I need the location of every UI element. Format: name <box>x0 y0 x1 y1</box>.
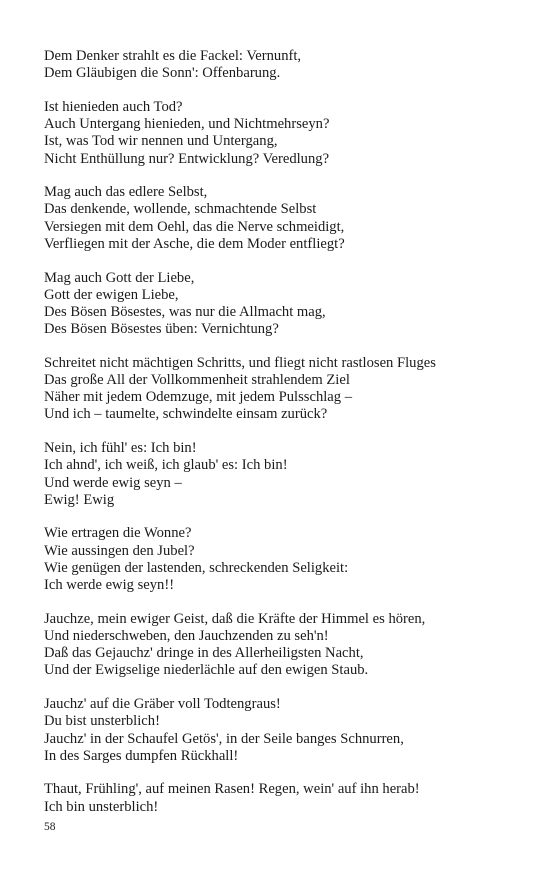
stanza-6 <box>44 440 524 509</box>
poem-line: Schreitet nicht mächtigen Schritts, und fliegt nicht rastlosen Fluges <box>44 354 436 371</box>
poem-line: Dem Gläubigen die Sonn': Offenbarung. <box>44 65 281 82</box>
poem-line: Und niederschweben, den Jauchzenden zu seh'n! <box>44 627 329 644</box>
stanza-4 <box>44 270 524 339</box>
poem-line: Versiegen mit dem Oehl, das die Nerve schmeidigt, <box>44 218 345 235</box>
poem-line: Des Bösen Bösestes üben: Vernichtung? <box>44 321 279 338</box>
poem-line: Wie aussingen den Jubel? <box>44 542 195 559</box>
poem-line: Und ich – taumelte, schwindelte einsam zurück? <box>44 406 328 423</box>
stanza-3 <box>44 184 524 253</box>
poem-line: Wie ertragen die Wonne? <box>44 525 192 542</box>
poem-line: Jauchze, mein ewiger Geist, daß die Kräfte der Himmel es hören, <box>44 610 426 627</box>
poem-line: Mag auch das edlere Selbst, <box>44 184 208 201</box>
page-number: 58 <box>44 821 56 833</box>
poem-line: Ich ahnd', ich weiß, ich glaub' es: Ich bin! <box>44 457 288 474</box>
poem-line: Ist hienieden auch Tod? <box>44 98 183 115</box>
poem-line: Nein, ich fühl' es: Ich bin! <box>44 440 197 457</box>
poem-line: Wie genügen der lastenden, schreckenden Seligkeit: <box>44 559 349 576</box>
poem-line: Und der Ewigselige niederlächle auf den ewigen Staub. <box>44 662 369 679</box>
stanza-9 <box>44 696 524 765</box>
stanza-8 <box>44 611 524 680</box>
stanza-7 <box>44 525 524 594</box>
poem-line: In des Sarges dumpfen Rückhall! <box>44 747 239 764</box>
stanza-5 <box>44 355 524 424</box>
stanza-10 <box>44 781 524 815</box>
poem-line: Ich werde ewig seyn!! <box>44 577 175 594</box>
poem-line: Das denkende, wollende, schmachtende Selbst <box>44 201 317 218</box>
poem-line: Mag auch Gott der Liebe, <box>44 269 195 286</box>
poem-line: Ich bin unsterblich! <box>44 798 159 815</box>
stanza-1 <box>44 48 524 82</box>
poem-line: Und werde ewig seyn – <box>44 474 182 491</box>
poem-page <box>44 48 524 832</box>
poem-line: Thaut, Frühling', auf meinen Rasen! Regen, wein' auf ihn herab! <box>44 781 420 798</box>
poem-line: Jauchz' auf die Gräber voll Todtengraus! <box>44 696 281 713</box>
poem-line: Ist, was Tod wir nennen und Untergang, <box>44 133 278 150</box>
poem-line: Jauchz' in der Schaufel Getös', in der Seile banges Schnurren, <box>44 730 404 747</box>
poem-line: Ewig! Ewig <box>44 491 115 508</box>
stanza-2 <box>44 99 524 168</box>
poem-line: Du bist unsterblich! <box>44 713 160 730</box>
poem-line: Auch Untergang hienieden, und Nichtmehrseyn? <box>44 116 330 133</box>
poem-line: Verfliegen mit der Asche, die dem Moder entfliegt? <box>44 235 345 252</box>
poem-line: Näher mit jedem Odemzuge, mit jedem Pulsschlag – <box>44 389 353 406</box>
poem-line: Dem Denker strahlt es die Fackel: Vernunft, <box>44 48 302 64</box>
poem-line: Des Bösen Bösestes, was nur die Allmacht mag, <box>44 303 326 320</box>
poem-line: Daß das Gejauchz' dringe in des Allerheiligsten Nacht, <box>44 645 364 662</box>
poem-line: Nicht Enthüllung nur? Entwicklung? Veredlung? <box>44 150 330 167</box>
poem-line: Das große All der Vollkommenheit strahlendem Ziel <box>44 372 350 389</box>
poem-line: Gott der ewigen Liebe, <box>44 286 179 303</box>
